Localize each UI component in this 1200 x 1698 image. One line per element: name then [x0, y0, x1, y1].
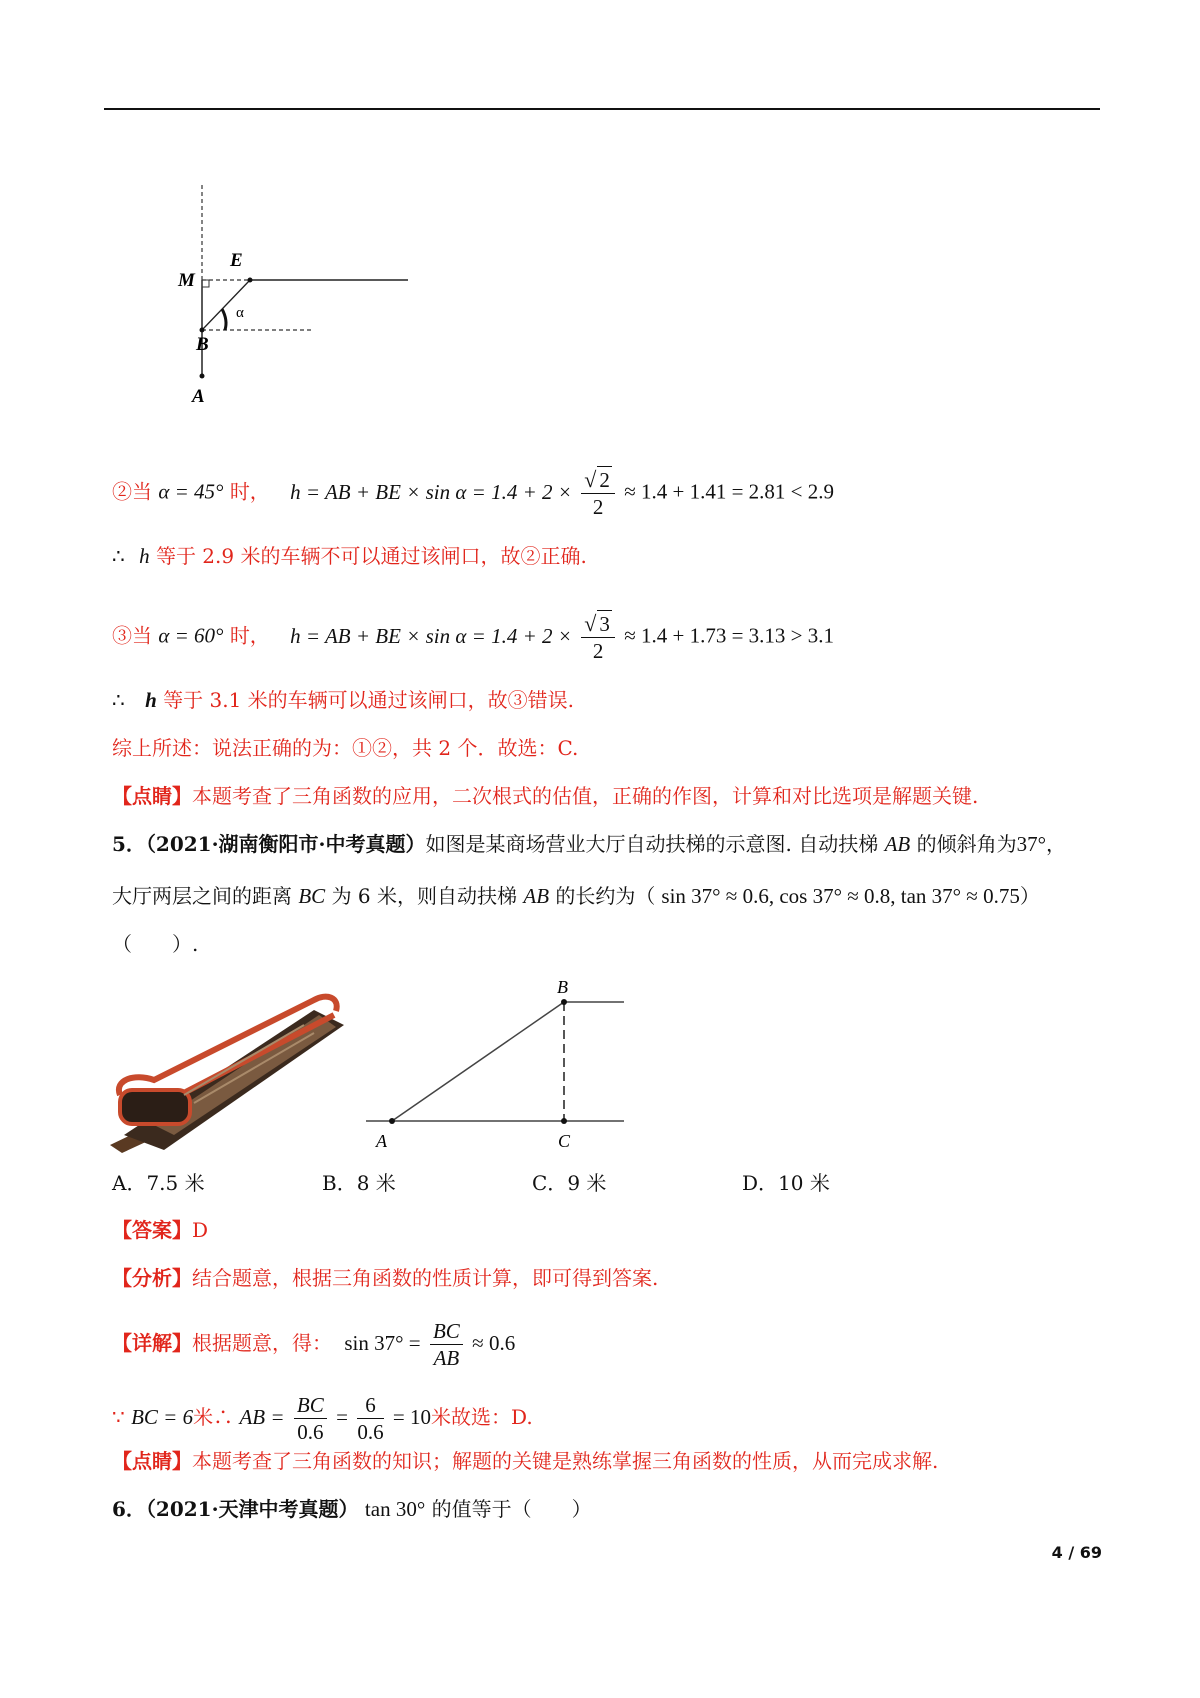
case2-den: 2: [592, 495, 604, 519]
option-letter: D．: [742, 1171, 779, 1195]
therefore-symbol: ∴: [112, 688, 125, 712]
fraction-denominator: 0.6: [357, 1420, 384, 1444]
analysis-text: 结合题意，根据三角函数的性质计算，即可得到答案.: [192, 1266, 659, 1290]
case3-cond: α = 60°: [158, 623, 224, 648]
point1-line: [112, 782, 978, 810]
detail2-line: [112, 1392, 533, 1445]
conclusion2-text: 等于 2.9 米的车辆不可以通过该闸口，故②正确.: [155, 544, 587, 568]
option-value: 8 米: [356, 1171, 396, 1195]
option-letter: C．: [532, 1171, 568, 1195]
fraction-denominator: 0.6: [297, 1420, 324, 1444]
point-tag: 【点睛】: [112, 784, 192, 808]
unit-meter: 米: [193, 1405, 214, 1429]
fraction-numerator: 6: [357, 1392, 383, 1419]
therefore-symbol: ∴: [213, 1405, 234, 1429]
q6-text: 的值等于（ ）: [431, 1497, 592, 1521]
point2-line: [112, 1447, 938, 1475]
option-letter: A．: [112, 1171, 147, 1195]
fraction-denominator: AB: [433, 1346, 460, 1370]
case3-prefix: ③当: [112, 623, 152, 648]
figure-escalator-diagram: [360, 975, 640, 1165]
analysis-tag: 【分析】: [112, 1266, 192, 1290]
analysis-line: [112, 1264, 658, 1292]
q6-expr: tan 30°: [364, 1497, 426, 1521]
label-a: A: [192, 386, 205, 407]
h-variable: h: [139, 544, 150, 568]
q5-close: ）: [1019, 884, 1040, 908]
label-c: C: [558, 1131, 571, 1151]
label-b: B: [196, 334, 209, 355]
option-c[interactable]: [532, 1167, 606, 1196]
label-e: E: [230, 250, 243, 271]
ab-equation: AB =: [239, 1405, 285, 1429]
q5-text1: 如图是某商场营业大厅自动扶梯的示意图. 自动扶梯: [425, 832, 879, 856]
option-letter: B．: [322, 1171, 357, 1195]
case2-prefix: ②当: [112, 479, 152, 504]
fraction-6-over-06: [357, 1392, 383, 1445]
case3-tail: ≈ 1.4 + 1.73 = 3.13 > 3.1: [624, 623, 835, 648]
q5-bc: BC: [298, 884, 326, 908]
equals-sign: =: [336, 1405, 348, 1429]
conclusion3-line: [112, 686, 574, 714]
option-b[interactable]: [322, 1167, 396, 1196]
option-value: 7.5 米: [146, 1171, 205, 1195]
q5-line1: [112, 830, 1066, 858]
q5-source: （2021·湖南衡阳市·中考真题）: [145, 832, 426, 856]
q5-blank: （ ）.: [112, 932, 199, 956]
q5-number: 5．: [112, 832, 146, 856]
option-value: 9 米: [567, 1171, 607, 1195]
label-b: B: [557, 977, 568, 997]
case2-line: [112, 466, 834, 520]
fraction-numerator: BC: [294, 1392, 327, 1419]
q5-comma: ，: [1046, 832, 1067, 856]
case2-formula: h = AB + BE × sin α = 1.4 + 2 ×: [290, 479, 572, 504]
label-a: A: [376, 1131, 387, 1151]
detail-line: [112, 1318, 515, 1371]
conclusion3-text: 等于 3.1 米的车辆可以通过该闸口，故③错误.: [163, 688, 575, 712]
case2-cond: α = 45°: [158, 479, 224, 504]
q6-line: [112, 1495, 592, 1523]
case3-line: [112, 610, 834, 664]
point-tag: 【点睛】: [112, 1449, 192, 1473]
case2-tail: ≈ 1.4 + 1.41 = 2.81 < 2.9: [624, 479, 835, 504]
result: = 10: [392, 1405, 432, 1429]
option-value: 10 米: [778, 1171, 830, 1195]
fraction-bc-over-06: [294, 1392, 327, 1445]
option-d[interactable]: [742, 1167, 830, 1196]
q5-text2: 的倾斜角为: [916, 832, 1017, 856]
detail-rhs: ≈ 0.6: [472, 1331, 516, 1355]
answer-line: [112, 1216, 208, 1244]
option-a[interactable]: [112, 1167, 205, 1196]
detail-tag: 【详解】: [112, 1331, 192, 1355]
result-unit: 米故选：D.: [431, 1405, 533, 1429]
case2-fraction: $\frac{√ 2}{2}$: [581, 466, 615, 520]
case3-fraction: $\frac{√ 3}{2}$: [581, 610, 615, 664]
escalator-illustration: [104, 985, 364, 1155]
case3-when: 时，: [229, 623, 270, 648]
label-m: M: [178, 270, 195, 291]
q5-given: sin 37° ≈ 0.6, cos 37° ≈ 0.8, tan 37° ≈ 0.75: [661, 884, 1020, 908]
detail-fraction: [430, 1318, 463, 1371]
q6-source: （2021·天津中考真题）: [145, 1497, 359, 1521]
q6-number: 6．: [112, 1497, 146, 1521]
detail-lhs: sin 37° =: [344, 1331, 421, 1355]
label-alpha: α: [236, 305, 244, 321]
summary-line: 综上所述：说法正确的为：①②，共 2 个．故选：C.: [112, 736, 579, 760]
answer-value: D: [192, 1218, 209, 1242]
point-text: 本题考查了三角函数的应用，二次根式的估值，正确的作图，计算和对比选项是解题关键.: [192, 784, 979, 808]
figure-gate-diagram: [170, 180, 430, 410]
h-variable: h: [145, 688, 157, 712]
detail-text: 根据题意，得：: [192, 1331, 332, 1355]
answer-tag: 【答案】: [112, 1218, 192, 1242]
q5-ab-2: AB: [523, 884, 550, 908]
because-symbol: ∵: [112, 1405, 125, 1429]
header-rule: [104, 108, 1100, 110]
page-number: 4 / 69: [1051, 1543, 1102, 1562]
conclusion2-line: [112, 542, 587, 570]
case2-sqrt-num: 2: [599, 468, 610, 492]
q5-line2: [112, 882, 1040, 910]
case2-when: 时，: [229, 479, 270, 504]
case3-sqrt-num: 3: [599, 612, 610, 636]
q5-text4: 为 6 米，则自动扶梯: [331, 884, 518, 908]
point-text: 本题考查了三角函数的知识；解题的关键是熟练掌握三角函数的性质，从而完成求解.: [192, 1449, 939, 1473]
case3-den: 2: [592, 639, 604, 663]
fraction-numerator: BC: [430, 1318, 463, 1345]
bc-equation: BC = 6: [131, 1405, 194, 1429]
therefore-symbol: ∴: [112, 544, 125, 568]
case3-formula: h = AB + BE × sin α = 1.4 + 2 ×: [290, 623, 572, 648]
q5-text5: 的长约为（: [555, 884, 656, 908]
q5-angle: 37°: [1016, 832, 1047, 856]
q5-text3: 大厅两层之间的距离: [112, 884, 292, 908]
q5-ab: AB: [884, 832, 911, 856]
